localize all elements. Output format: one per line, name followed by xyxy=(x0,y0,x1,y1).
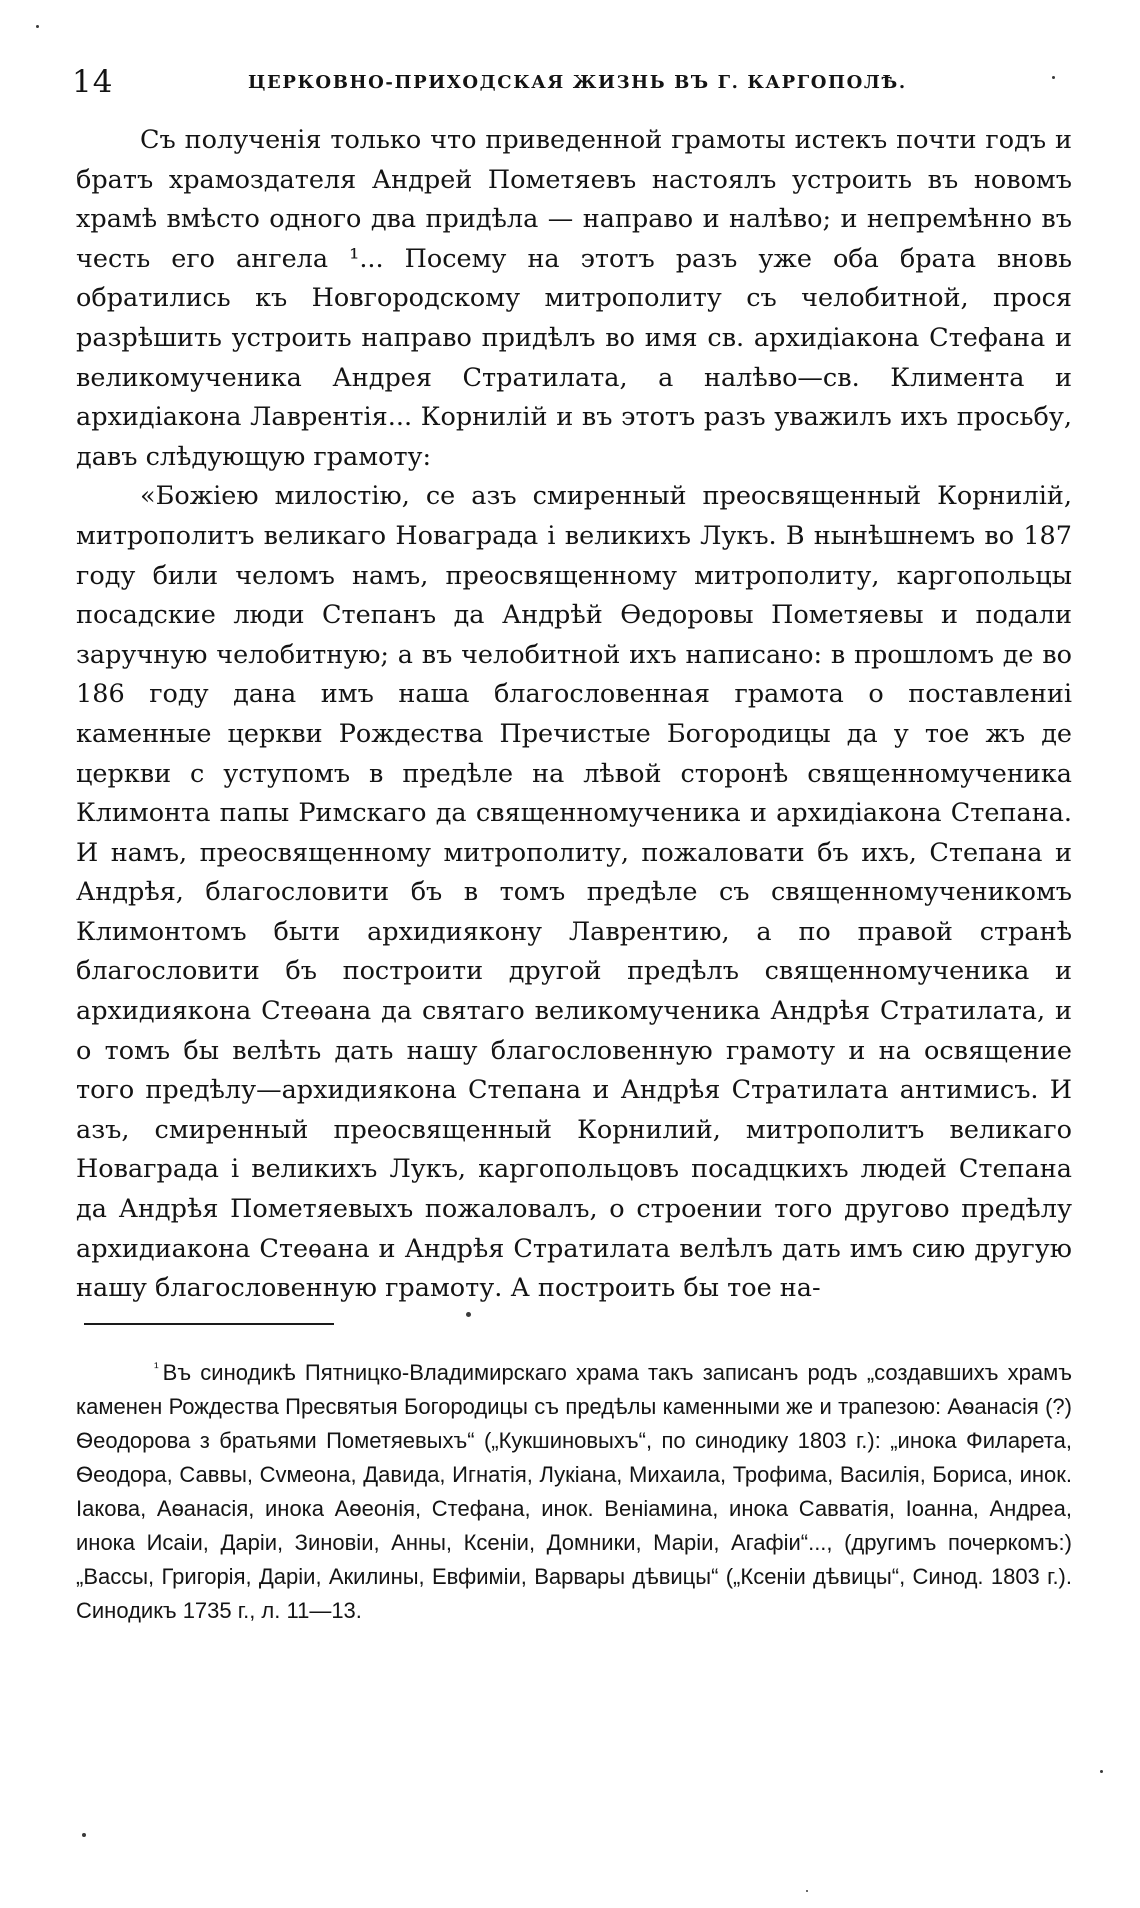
footnote-marker: ¹ xyxy=(154,1358,159,1375)
scan-speck xyxy=(1052,76,1055,79)
paragraph: Съ полученія только что приведенной грамоты истекъ почти годъ и братъ храмоздателя Андрей Пометяевъ настоялъ устроить въ новомъ храмѣ вмѣсто одного два придѣла — направо и налѣво; и непремѣнно въ честь его ангела ¹... Посему на этотъ разъ уже оба брата вновь обратились къ Новгородскому митрополиту съ челобитной, прося разрѣшить устроить направо придѣлъ во имя св. архидіакона Стефана и великомученика Андрея Стратилата, а налѣво—св. Климента и архидіакона Лаврентія... Корнилій и въ этотъ разъ уважилъ ихъ просьбу, давъ слѣдующую грамоту: xyxy=(76,125,1072,472)
scan-speck xyxy=(82,1833,86,1837)
footnote xyxy=(76,1356,1072,1628)
footnote-divider xyxy=(84,1323,334,1325)
main-text xyxy=(76,121,1072,1309)
running-title: ЦЕРКОВНО-ПРИХОДСКАЯ ЖИЗНЬ ВЪ Г. КАРГОПОЛѢ. xyxy=(248,72,907,93)
page-number: 14 xyxy=(72,64,114,100)
running-head xyxy=(72,64,1072,104)
scan-speck xyxy=(806,1890,808,1892)
footnote-text: Въ синодикѣ Пятницко-Владимирскаго храма такъ записанъ родъ „создавшихъ храмъ каменен Рождества Пресвятыя Богородицы съ предѣлы каменными же и трапезою: Аѳанасія (?) Ѳеодорова з братьями Пометяевыхъ“ („Кукшиновыхъ“, по синодику 1803 г.): „инока Филарета, Ѳеодора, Саввы, Сvмеона, Давида, Игнатія, Лукіана, Михаила, Трофима, Василія, Бориса, инок. Іакова, Аѳанасія, инока Аѳеонія, Стефана, инок. Веніамина, инока Савватія, Іоанна, Андреа, инока Исаіи, Даріи, Зиновіи, Анны, Ксеніи, Домники, Маріи, Агафіи“..., (другимъ почеркомъ:) „Вассы, Григорія, Даріи, Акилины, Евфиміи, Варвары дѣвицы“ („Ксеніи дѣвицы“, Синод. 1803 г.). Синодикъ 1735 г., л. 11—13. xyxy=(76,1360,1072,1623)
charter-quote-paragraph: «Божіею милостію, се азъ смиренный преосвященный Корнилій, митрополитъ великаго Новаграда і великихъ Лукъ. В нынѣшнемъ во 187 году били челомъ намъ, преосвященному митрополиту, каргопольцы посадские люди Степанъ да Андрѣй Ѳедоровы Пометяевы и подали заручную челобитную; а въ челобитной ихъ написано: в прошломъ де во 186 году дана имъ наша благословенная грамота о поставлениі каменные церкви Рождества Пречистые Богородицы да у тое жъ де церкви с уступомъ в предѣле на лѣвой сторонѣ священномученика Климонта папы Римскаго да священномученика и архидіакона Степана. И намъ, преосвященному митрополиту, пожаловати бъ ихъ, Степана и Андрѣя, благословити бъ в томъ предѣле съ священномученикомъ Климонтомъ быти архидиякону Лаврентию, а по правой странѣ благословити бъ построити другой предѣлъ священномученика и архидиякона Стеѳана да святаго великомученика Андрѣя Стратилата, и о томъ бы велѣть дать нашу благословенную грамоту и на освящение того предѣлу—архидиякона Степана и Андрѣя Стратилата антимисъ. И азъ, смиренный преосвященный Корнилий, митрополитъ великаго Новаграда і великихъ Лукъ, каргопольцовъ посадцкихъ людей Степана да Андрѣя Пометяевыхъ пожаловалъ, о строении того другово предѣлу архидиакона Стеѳана и Андрѣя Стратилата велѣлъ дать имъ сию другую нашу благословенную грамоту. А построить бы тое на- xyxy=(76,481,1072,1304)
scan-speck xyxy=(36,25,39,28)
scan-speck xyxy=(466,1312,471,1317)
scan-speck xyxy=(1100,1770,1103,1773)
